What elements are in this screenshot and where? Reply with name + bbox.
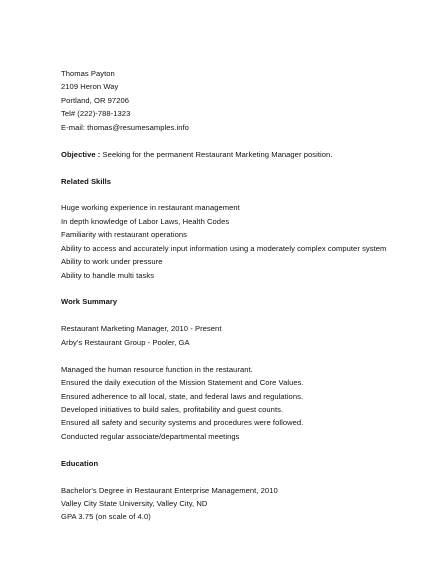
work-position: Restaurant Marketing Manager, 2010 - Present <box>61 324 222 334</box>
work-heading: Work Summary <box>61 297 118 307</box>
objective-text: Seeking for the permanent Restaurant Marketing Manager position. <box>100 149 333 159</box>
work-company: Arby's Restaurant Group - Pooler, GA <box>61 337 190 347</box>
objective-line <box>61 148 431 161</box>
contact-phone: Tel# (222)-788-1323 <box>61 109 131 119</box>
work-duty: Ensured all safety and security systems and procedures were followed. <box>61 418 304 428</box>
education-gpa: GPA 3.75 (on scale of 4.0) <box>61 512 151 522</box>
contact-street: 2109 Heron Way <box>61 82 119 92</box>
skills-heading: Related Skills <box>61 176 112 186</box>
skill-item: Huge working experience in restaurant management <box>61 203 240 213</box>
resume-page <box>61 67 431 524</box>
objective-label: Objective : <box>61 149 101 159</box>
spacer <box>61 309 431 322</box>
work-duty: Developed initiatives to build sales, profitability and guest counts. <box>61 404 284 414</box>
work-duty: Ensured adherence to all local, state, and federal laws and regulations. <box>61 391 304 401</box>
contact-name: Thomas Payton <box>61 69 115 78</box>
skill-item: Familiarity with restaurant operations <box>61 230 187 240</box>
skill-item: Ability to access and accurately input information using a moderately complex computer system <box>61 243 387 253</box>
work-duty: Ensured the daily execution of the Mission Statement and Core Values. <box>61 378 304 388</box>
skill-item: In depth knowledge of Labor Laws, Health Codes <box>61 216 230 226</box>
work-duty: Conducted regular associate/departmental meetings <box>61 431 240 441</box>
spacer <box>61 282 431 295</box>
contact-email: E-mail: thomas@resumesamples.info <box>61 122 189 132</box>
contact-city: Portland, OR 97206 <box>61 95 130 105</box>
skill-item: Ability to handle multi tasks <box>61 270 155 280</box>
spacer <box>61 134 431 147</box>
skill-item: Ability to work under pressure <box>61 257 163 267</box>
education-heading: Education <box>61 458 99 468</box>
spacer <box>61 161 431 174</box>
spacer <box>61 470 431 483</box>
spacer <box>61 443 431 456</box>
work-duty: Managed the human resource function in the restaurant. <box>61 364 253 374</box>
education-school: Valley City State University, Valley City, ND <box>61 499 208 508</box>
spacer <box>61 349 431 362</box>
education-degree: Bachelor's Degree in Restaurant Enterprise Management, 2010 <box>61 485 278 495</box>
spacer <box>61 188 431 201</box>
